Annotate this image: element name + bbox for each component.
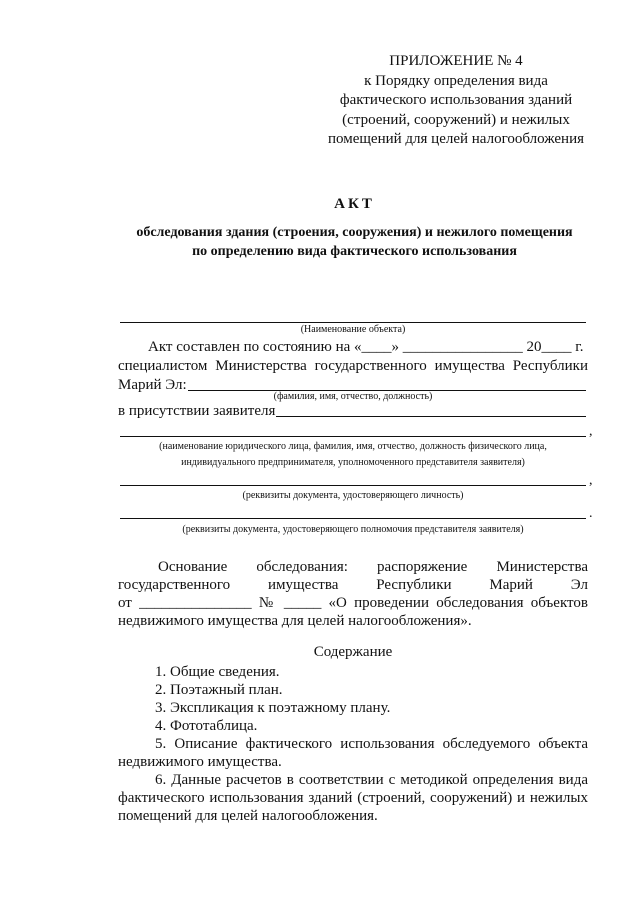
contents-item: 4. Фототаблица. — [155, 718, 258, 734]
appendix-header — [320, 52, 592, 150]
act-subtitle — [100, 223, 609, 261]
basis-line: недвижимого имущества для целей налогообложения». — [118, 613, 472, 629]
authority-document-caption: (реквизиты документа, удостоверяющего полномочия представителя заявителя) — [182, 524, 524, 535]
act-date-line: Акт составлен по состоянию на «____» ________________ 20____ г. — [148, 339, 584, 355]
contents-item-continuation: недвижимого имущества. — [118, 754, 282, 770]
mariy-el-label: Марий Эл: — [118, 377, 187, 393]
id-document-caption: (реквизиты документа, удостоверяющего личность) — [242, 490, 464, 501]
act-title: АКТ — [334, 196, 375, 212]
in-presence-label: в присутствии заявителя — [118, 403, 276, 419]
appendix-line: (строений, сооружений) и нежилых — [342, 111, 570, 128]
contents-item: 2. Поэтажный план. — [155, 682, 283, 698]
contents-item-continuation: помещений для целей налогообложения. — [118, 808, 378, 824]
appendix-line: к Порядку определения вида — [364, 72, 548, 89]
basis-line: Основание обследования: распоряжение Министерства — [158, 559, 588, 575]
appendix-line: помещений для целей налогообложения — [327, 131, 585, 147]
basis-line: от _______________ № _____ «О проведении обследования объектов — [118, 595, 588, 611]
id-document-rule — [120, 485, 586, 486]
applicant-caption-line1: (наименование юридического лица, фамилия, имя, отчество, должность физического лица, — [159, 441, 547, 452]
applicant-caption-line2: индивидуального предпринимателя, уполномоченного представителя заявителя) — [181, 457, 525, 468]
contents-item: 6. Данные расчетов в соответствии с методикой определения вида — [155, 772, 588, 788]
subtitle-line: обследования здания (строения, сооружения) и нежилого помещения — [136, 225, 573, 240]
contents-item: 5. Описание фактического использования обследуемого объекта — [155, 736, 588, 752]
applicant-details-rule — [120, 436, 586, 437]
basis-line: государственного имущества Республики Марий Эл — [118, 577, 588, 593]
comma-mark: , — [589, 473, 593, 488]
subtitle-line: по определению вида фактического использования — [192, 244, 517, 259]
comma-mark: , — [589, 424, 593, 439]
contents-item: 3. Экспликация к поэтажному плану. — [155, 700, 391, 716]
authority-document-rule — [120, 518, 586, 519]
specialist-name-caption: (фамилия, имя, отчество, должность) — [273, 391, 433, 402]
contents-item: 1. Общие сведения. — [155, 664, 280, 680]
contents-item-continuation: фактического использования зданий (строений, сооружений) и нежилых — [118, 790, 588, 806]
specialist-line: специалистом Министерства государственного имущества Республики — [118, 358, 588, 374]
object-name-caption: (Наименование объекта) — [300, 324, 406, 335]
comma-mark: . — [589, 506, 593, 521]
applicant-name-rule — [276, 416, 586, 417]
appendix-number: ПРИЛОЖЕНИЕ № 4 — [389, 53, 523, 69]
contents-title: Содержание — [313, 644, 393, 660]
appendix-line: фактического использования зданий — [339, 92, 573, 108]
